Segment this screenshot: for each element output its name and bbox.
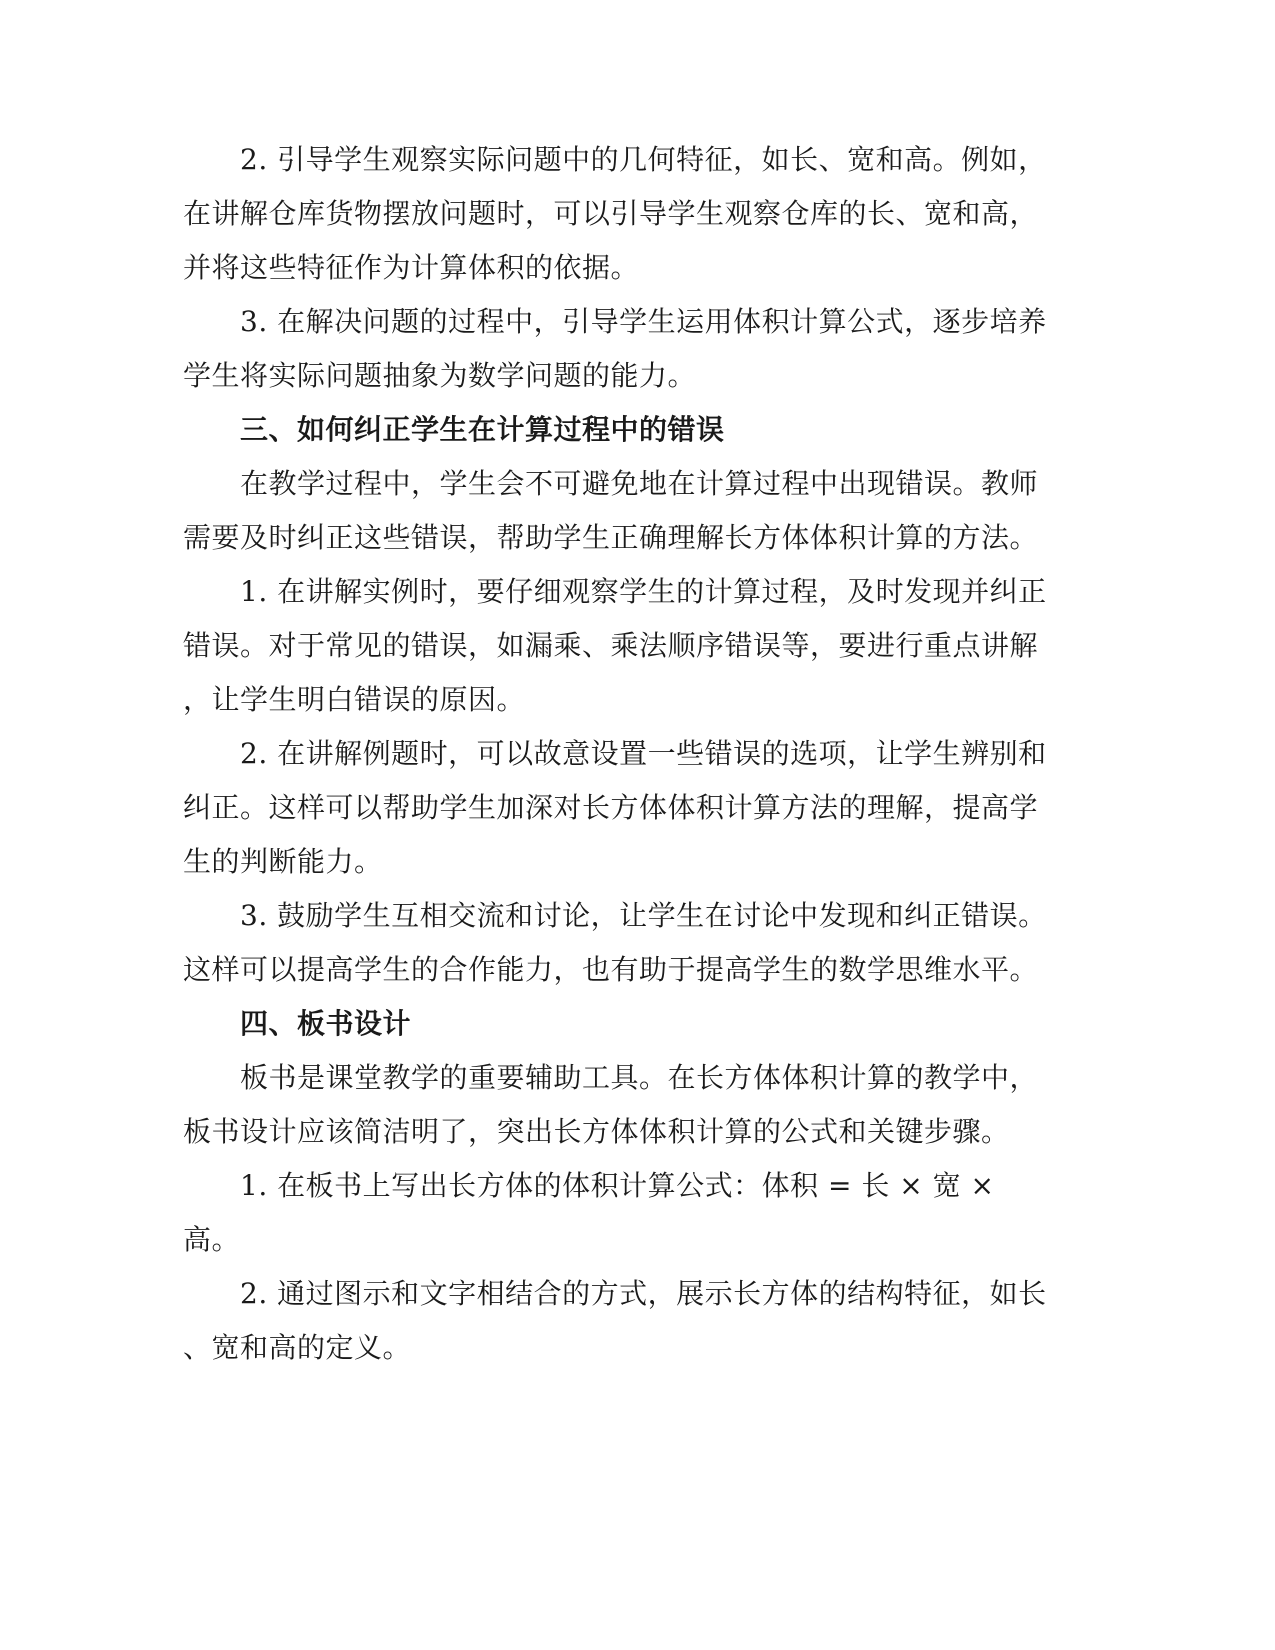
- paragraph-line: 、宽和高的定义。: [183, 1331, 412, 1364]
- paragraph-line: 高。: [183, 1223, 241, 1256]
- paragraph-line: 1. 在讲解实例时，要仔细观察学生的计算过程，及时发现并纠正: [240, 575, 1047, 608]
- paragraph-line: 2. 通过图示和文字相结合的方式，展示长方体的结构特征，如长: [240, 1277, 1047, 1310]
- paragraph-line: 板书是课堂教学的重要辅助工具。在长方体体积计算的教学中，: [240, 1061, 1039, 1094]
- paragraph-line: 并将这些特征作为计算体积的依据。: [183, 251, 640, 284]
- section-heading: 四、板书设计: [240, 1007, 412, 1040]
- paragraph-line: 学生将实际问题抽象为数学问题的能力。: [183, 359, 697, 392]
- paragraph-line: 纠正。这样可以帮助学生加深对长方体体积计算方法的理解，提高学: [183, 791, 1039, 824]
- paragraph-line: 1. 在板书上写出长方体的体积计算公式：体积 = 长 × 宽 ×: [240, 1169, 995, 1202]
- paragraph-line: 3. 在解决问题的过程中，引导学生运用体积计算公式，逐步培养: [240, 305, 1047, 338]
- paragraph-line: 3. 鼓励学生互相交流和讨论，让学生在讨论中发现和纠正错误。: [240, 899, 1047, 932]
- section-heading: 三、如何纠正学生在计算过程中的错误: [240, 413, 725, 446]
- paragraph-line: 错误。对于常见的错误，如漏乘、乘法顺序错误等，要进行重点讲解: [183, 629, 1039, 662]
- paragraph-line: 板书设计应该简洁明了，突出长方体体积计算的公式和关键步骤。: [183, 1115, 1010, 1148]
- paragraph-line: 这样可以提高学生的合作能力，也有助于提高学生的数学思维水平。: [183, 953, 1039, 986]
- paragraph-line: 生的判断能力。: [183, 845, 383, 878]
- paragraph-line: ，让学生明白错误的原因。: [183, 683, 526, 716]
- paragraph-line: 需要及时纠正这些错误，帮助学生正确理解长方体体积计算的方法。: [183, 521, 1039, 554]
- paragraph-line: 在讲解仓库货物摆放问题时，可以引导学生观察仓库的长、宽和高，: [183, 197, 1039, 230]
- paragraph-line: 2. 引导学生观察实际问题中的几何特征，如长、宽和高。例如，: [240, 143, 1047, 176]
- paragraph-line: 2. 在讲解例题时，可以故意设置一些错误的选项，让学生辨别和: [240, 737, 1047, 770]
- paragraph-line: 在教学过程中，学生会不可避免地在计算过程中出现错误。教师: [240, 467, 1039, 500]
